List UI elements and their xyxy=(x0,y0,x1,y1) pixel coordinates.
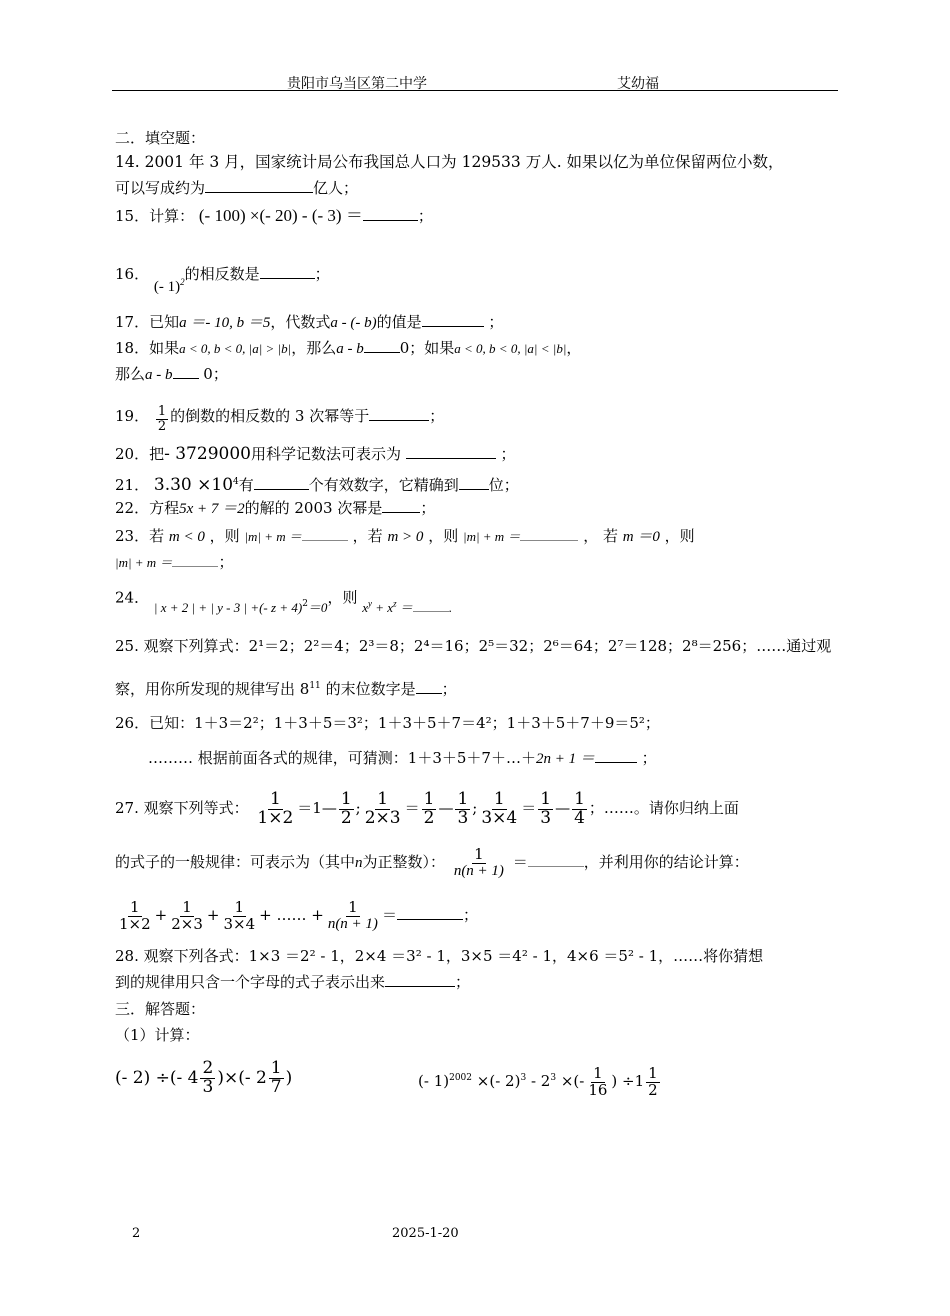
question-21: 21． $3.30 \times 10^4$有 个有效数字，它精确到 位； xyxy=(115,475,519,495)
question-17: 17．已知a ＝- 10, b ＝5，代数式a - (- b)的值是 ； xyxy=(115,313,504,331)
question-20: 20．把- 3729000用科学记数法可表示为 ； xyxy=(115,444,516,464)
question-18-line2: 那么a - b 0； xyxy=(115,365,228,383)
section-fill-blank: 二．填空题： xyxy=(115,129,206,147)
question-25-line1: 25. 观察下列算式：2¹＝2；2²＝4；2³＝8；2⁴＝16；2⁵＝32；2⁶＝64；2⁷＝128；2⁸＝256；……通过观 xyxy=(115,637,832,655)
page-number: 2 xyxy=(132,1226,141,1241)
question-14-line2: 可以写成约为 亿人； xyxy=(115,179,359,197)
question-16: 16． (- 1)$^2$的相反数是 ； xyxy=(115,265,330,295)
question-23-line2: |m| + m ＝ ； xyxy=(115,553,234,571)
question-26-line2: ……… 根据前面各式的规律，可猜测：1＋3＋5＋7＋…＋2n + 1 ＝ ； xyxy=(148,749,657,767)
question-24: 24． | x + 2 | + | y - 3 | +(- z + 4)$^2$＝0，则 $x^y + x^z$ ＝ . xyxy=(115,588,453,616)
question-27-line3: $\frac{1}{1\times 2}$ + $\frac{1}{2\times 3}$ + $\frac{1}{3\times 4}$ + …… + $\frac{1}{n(n + 1)}$ ＝ ； xyxy=(119,897,478,933)
calc-expression-1: (- 2) ÷(- 4 $\frac{2}{3}$ )×(- 2 $\frac{1}{7}$ ) xyxy=(115,1058,293,1097)
footer-date: 2025-1-20 xyxy=(392,1226,459,1241)
section-solve: 三．解答题： xyxy=(115,1000,206,1018)
question-22: 22．方程5x + 7 ＝2的解的 2003 次幂是 ； xyxy=(115,499,436,517)
answer-blank xyxy=(205,178,313,193)
calc-expression-2: (- 1)$^{2002}$ ×(- $2)^3 - 2^3$ ×(- $\frac{1}{16}$ ) ÷1 $\frac{1}{2}$ xyxy=(418,1063,658,1099)
question-25-line2: 察，用你所发现的规律写出 $8^{11}$ 的末位数字是 ； xyxy=(115,680,457,698)
question-19: 19． $\frac{1}{2}$ 的倒数的相反数的 3 次幂等于 ； xyxy=(115,404,445,434)
header-author: 艾幼福 xyxy=(617,76,659,92)
fraction-half: $\frac{1}{2}$ xyxy=(157,404,167,434)
calc-label: （1）计算： xyxy=(115,1026,200,1044)
question-14-line1: 14. 2001 年 3 月，国家统计局公布我国总人口为 129533 万人. 如果以亿为单位保留两位小数， xyxy=(115,153,784,171)
question-27-line1: 27. 观察下列等式： $\frac{1}{1\times 2}$ ＝1— $\frac{1}{2}$ ; $\frac{1}{2\times 3}$ ＝ $\frac{1}{2}$ — $\frac{1}{3}$ ; $\frac{1}{3\times 4}$ ＝ $\frac{1}{3}$ — $\frac{1}{4}$ ；……。请你归纳上面 xyxy=(115,788,739,828)
header-school: 贵阳市乌当区第二中学 xyxy=(287,76,427,92)
question-28-line1: 28. 观察下列各式：1×3 ＝2² - 1，2×4 ＝3² - 1，3×5 ＝4² - 1，4×6 ＝5² - 1，……将你猜想 xyxy=(115,947,764,965)
question-18-line1: 18．如果a < 0, b < 0, |a| > |b|，那么a - b 0；如果a < 0, b < 0, |a| < |b|， xyxy=(115,339,582,357)
question-28-line2: 到的规律用只含一个字母的式子表示出来 ； xyxy=(115,973,471,991)
page-header xyxy=(112,70,838,91)
question-26-line1: 26．已知：1＋3＝2²；1＋3＋5＝3²；1＋3＋5＋7＝4²；1＋3＋5＋7＋9＝5²； xyxy=(115,714,660,732)
question-15: 15．计算： (- 100) ×(- 20) - (- 3) ＝ ； xyxy=(115,206,433,225)
question-27-line2: 的式子的一般规律：可表示为（其中n为正整数）： $\frac{1}{n(n + 1)}$ ＝ ，并利用你的结论计算： xyxy=(115,844,749,879)
question-23-line1: 23．若 m < 0 ，则 |m| + m ＝ ，若 m > 0 ，则 |m| + m ＝ ， 若 m ＝0 ，则 xyxy=(115,527,695,545)
